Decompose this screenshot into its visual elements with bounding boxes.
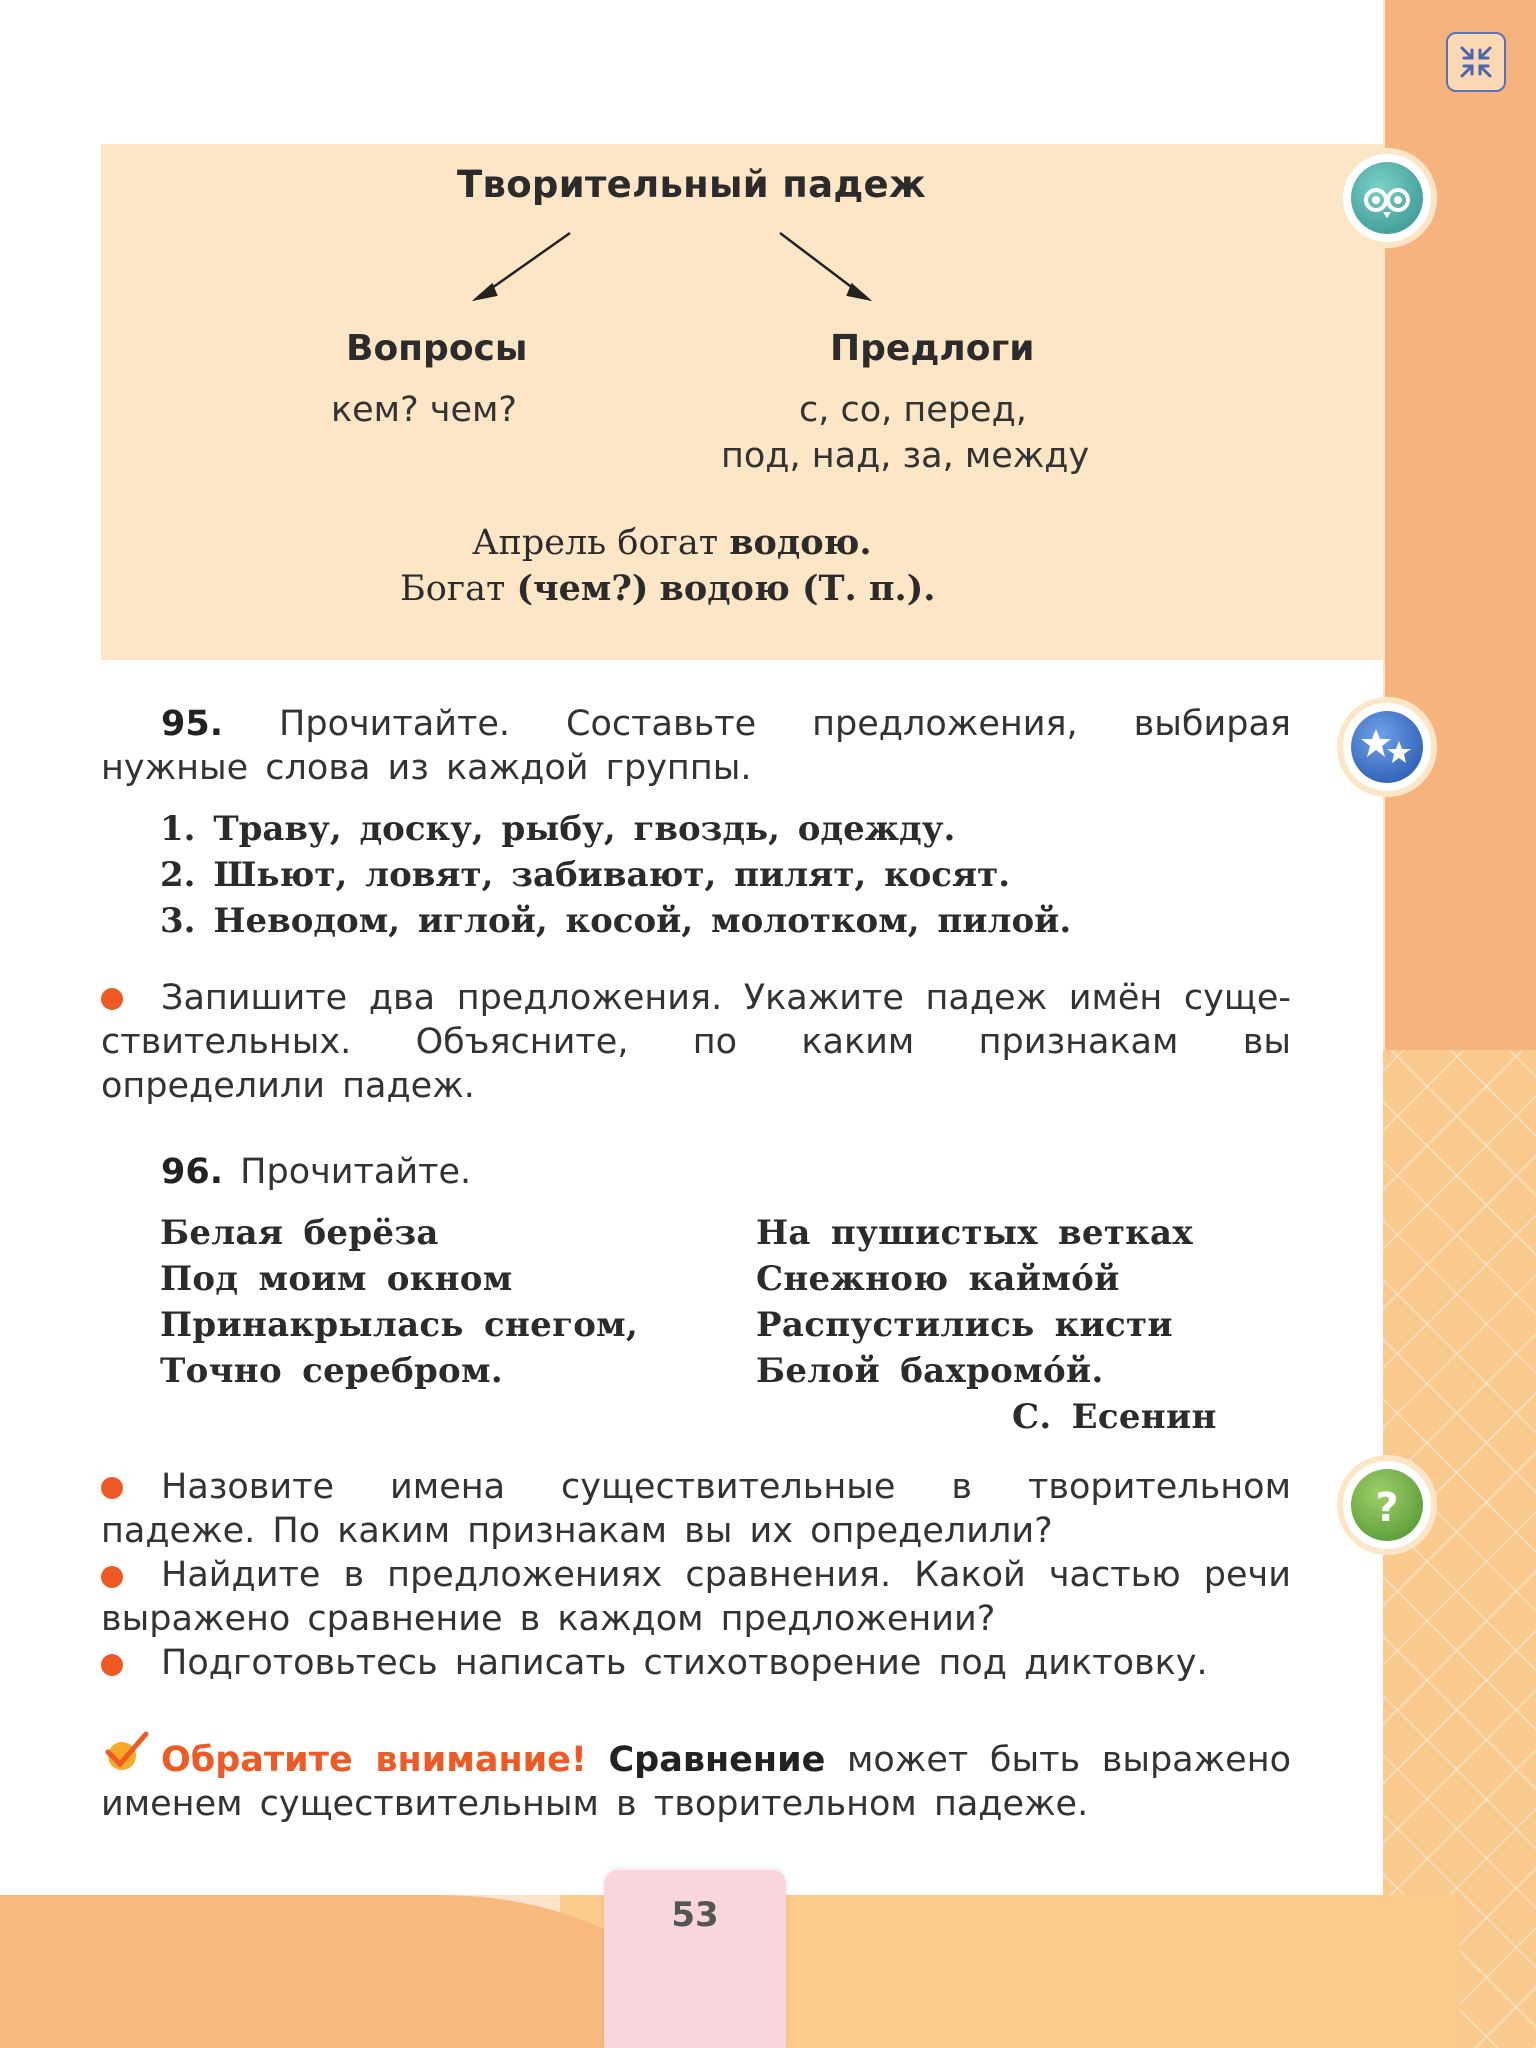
question-icon	[1351, 1469, 1423, 1541]
note-term: Сравнение	[608, 1740, 826, 1780]
ex95-task	[101, 976, 1291, 1108]
example-2-bold: водою (Т. п.).	[659, 568, 936, 609]
arrows	[470, 225, 890, 305]
ex95-text: Прочитайте. Составьте предложения, выбирая нужные слова из каждой группы.	[101, 704, 1291, 788]
prepositions-line-2: под, над, за, между	[721, 436, 1090, 476]
example-2-plain: Богат	[400, 569, 517, 609]
poem-line: Точно серебром.	[160, 1351, 504, 1391]
ex95-list	[160, 806, 1071, 944]
questions-text: кем? чем?	[331, 390, 517, 430]
owl-badge[interactable]	[1337, 148, 1437, 248]
questions-heading: Вопросы	[346, 328, 528, 369]
prepositions-heading: Предлоги	[830, 328, 1035, 369]
ex96-task-text: Назовите имена существительные в творительном падеже. По каким признакам вы их определили?	[101, 1467, 1291, 1551]
owl-icon	[1351, 162, 1423, 234]
poem-line: Снежною каймóй	[756, 1259, 1120, 1299]
example-line-2	[400, 568, 935, 609]
ex95-instruction	[101, 702, 1291, 790]
note-text: может быть выражено именем существительным в творительном падеже.	[101, 1740, 1291, 1824]
poem-line: На пушистых ветках	[756, 1213, 1193, 1253]
poem-line: Под моим окном	[160, 1259, 513, 1299]
list-item: 2. Шьют, ловят, забивают, пилят, косят.	[160, 855, 1011, 895]
poem-right	[756, 1210, 1193, 1394]
prepositions-line-1: с, со, перед,	[799, 390, 1027, 430]
note	[101, 1738, 1291, 1826]
example-1-bold: водою.	[729, 522, 872, 563]
poem-left	[160, 1210, 638, 1394]
poem-line: Распустились кисти	[756, 1305, 1173, 1345]
note-label: Обратите внимание!	[161, 1740, 587, 1780]
collapse-button[interactable]	[1446, 32, 1506, 92]
ex96-task-1	[101, 1465, 1291, 1553]
list-item: 1. Траву, доску, рыбу, гвоздь, одежду.	[160, 809, 956, 849]
ex96-task-text: Подготовьтесь написать стихотворение под диктовку.	[161, 1643, 1208, 1683]
ex96-task-2	[101, 1553, 1291, 1641]
stars-badge[interactable]	[1337, 697, 1437, 797]
ex96-text: Прочитайте.	[240, 1152, 472, 1192]
poem-author: С. Есенин	[1012, 1397, 1217, 1437]
example-line-1	[472, 522, 872, 563]
poem-line: Белой бахромóй.	[756, 1351, 1104, 1391]
poem-line: Принакрылась снегом,	[160, 1305, 639, 1345]
collapse-icon	[1448, 34, 1504, 90]
list-item: 3. Неводом, иглой, косой, молотком, пилой.	[160, 901, 1072, 941]
question-badge[interactable]	[1337, 1455, 1437, 1555]
ex96-task-3	[101, 1641, 1291, 1685]
stars-icon	[1351, 711, 1423, 783]
page-number: 53	[671, 1895, 719, 1935]
rule-title: Творительный падеж	[456, 163, 927, 206]
svg-text:?: ?	[1375, 1485, 1399, 1531]
ex96-instruction	[101, 1150, 1291, 1194]
ex95-task-text: Запишите два предложения. Укажите падеж имён суще- ствительных. Объясните, по каким признакам вы определили падеж.	[101, 978, 1291, 1106]
example-2-question: (чем?)	[516, 568, 649, 609]
example-2-space	[648, 569, 659, 609]
example-1-plain: Апрель богат	[472, 523, 730, 563]
ex96-task-text: Найдите в предложениях сравнения. Какой частью речи выражено сравнение в каждом предложении?	[101, 1555, 1291, 1639]
ex95-number: 95.	[161, 704, 224, 744]
ex96-number: 96.	[161, 1152, 224, 1192]
poem-line: Белая берёза	[160, 1213, 439, 1253]
